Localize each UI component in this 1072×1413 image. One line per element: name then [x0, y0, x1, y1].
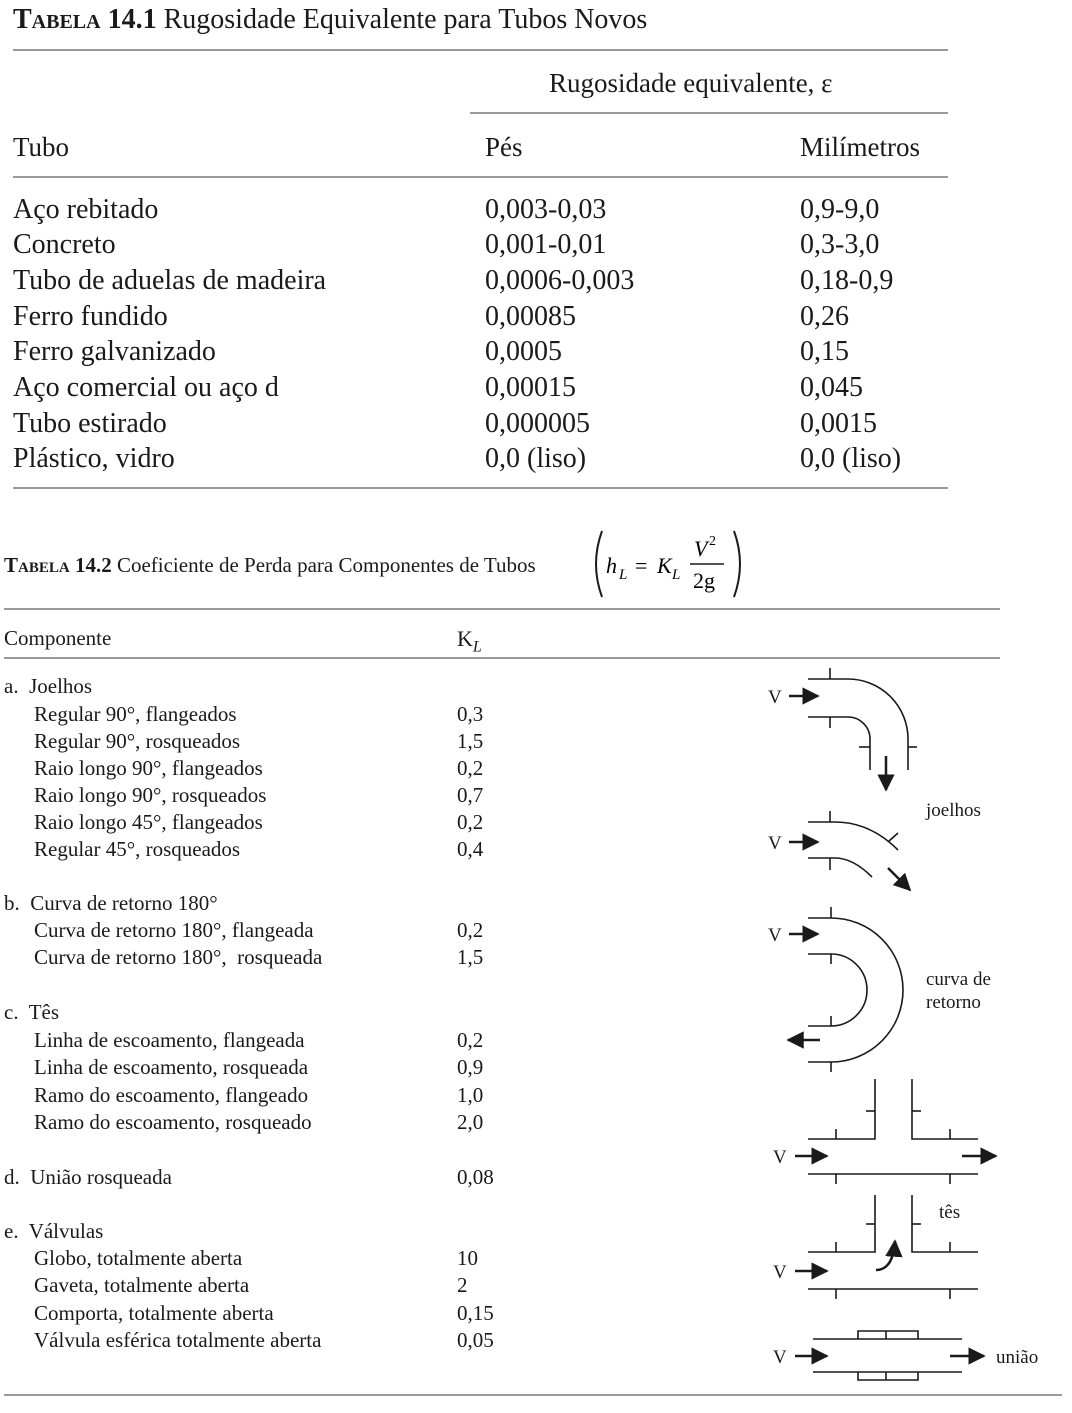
component-k: 1,0	[457, 1083, 484, 1107]
tees-label: tês	[939, 1202, 961, 1223]
component-k: 1,5	[457, 729, 484, 753]
table2-number: 14.2	[74, 553, 112, 577]
table2-col-header-k-letter: K	[457, 626, 473, 651]
table1-cell-feet: 0,003-0,03	[485, 194, 607, 225]
return-bend-drawing	[788, 907, 903, 1072]
formula-denominator: 2g	[693, 568, 715, 593]
component-k: 0,2	[457, 1028, 484, 1052]
component-name: Globo, totalmente aberta	[34, 1246, 243, 1270]
component-k: 2,0	[457, 1110, 484, 1134]
velocity-label: V	[768, 687, 782, 708]
velocity-label: V	[773, 1147, 787, 1168]
table1-cell-pipe: Concreto	[13, 229, 116, 260]
table1-cell-mm: 0,3-3,0	[800, 229, 880, 260]
table1-cell-mm: 0,045	[800, 372, 863, 403]
formula-equals: =	[635, 553, 648, 578]
component-name: Regular 90°, rosqueados	[34, 729, 241, 753]
table1-col-header-tubo: Tubo	[13, 132, 70, 162]
table1-col-header-mm: Milímetros	[800, 132, 920, 162]
tee-line-flow-drawing	[795, 1079, 996, 1184]
formula-k: K	[657, 553, 672, 578]
component-name: Raio longo 45°, flangeados	[34, 810, 263, 834]
component-k: 0,08	[457, 1165, 494, 1189]
table1-cell-mm: 0,0015	[800, 408, 877, 439]
velocity-label: V	[768, 925, 782, 946]
component-name: Raio longo 90°, flangeados	[34, 756, 263, 780]
table1-col-header-pes: Pés	[485, 132, 523, 162]
table1-cell-pipe: Aço rebitado	[13, 194, 159, 225]
component-name: Válvula esférica totalmente aberta	[34, 1328, 322, 1352]
return-bend-label: curva de	[926, 969, 991, 990]
component-name: Raio longo 90°, rosqueados	[34, 783, 267, 807]
formula-numerator: V	[694, 536, 708, 561]
formula-k-sub: L	[672, 567, 681, 583]
table1-cell-mm: 0,15	[800, 336, 849, 367]
table1-cell-feet: 0,0006-0,003	[485, 265, 635, 296]
elbow-45-drawing	[789, 811, 910, 890]
table1-cell-feet: 0,0005	[485, 336, 562, 367]
union-label: união	[996, 1347, 1039, 1368]
component-name: Regular 90°, flangeados	[34, 702, 237, 726]
table1-group-header: Rugosidade equivalente, ε	[549, 68, 833, 98]
table1-cell-pipe: Ferro fundido	[13, 301, 168, 332]
table1-cell-mm: 0,26	[800, 301, 849, 332]
table1-title: Rugosidade Equivalente para Tubos Novos	[163, 4, 648, 35]
table1-number: 14.1	[107, 4, 157, 35]
group-label-union: d. União rosqueada	[4, 1165, 172, 1189]
elbow-90-drawing	[789, 668, 917, 790]
table1-cell-mm: 0,9-9,0	[800, 194, 880, 225]
elbows-label: joelhos	[926, 800, 981, 821]
component-name: Gaveta, totalmente aberta	[34, 1273, 250, 1297]
table2-col-header-k-sub: L	[472, 638, 482, 656]
component-k: 0,7	[457, 783, 484, 807]
table1-cell-mm: 0,18-0,9	[800, 265, 894, 296]
table1-cell-feet: 0,00085	[485, 301, 576, 332]
table1-cell-pipe: Plástico, vidro	[13, 443, 175, 474]
velocity-label: V	[773, 1347, 787, 1368]
table1-label-prefix: Tabela	[13, 4, 101, 35]
table2-label-prefix: Tabela	[4, 553, 70, 577]
union-drawing	[795, 1331, 984, 1380]
component-k: 0,15	[457, 1301, 494, 1325]
component-k: 2	[457, 1273, 468, 1297]
component-k: 0,2	[457, 756, 484, 780]
component-name: Curva de retorno 180°, flangeada	[34, 918, 314, 942]
table1-cell-pipe: Aço comercial ou aço d	[13, 372, 279, 403]
table1-cell-pipe: Tubo estirado	[13, 408, 167, 439]
component-name: Ramo do escoamento, flangeado	[34, 1083, 309, 1107]
table1-cell-pipe: Ferro galvanizado	[13, 336, 216, 367]
component-k: 0,4	[457, 837, 484, 861]
formula-numerator-exp: 2	[709, 534, 716, 549]
component-name: Linha de escoamento, rosqueada	[34, 1055, 309, 1079]
component-k: 0,2	[457, 810, 484, 834]
group-label-return-bend: b. Curva de retorno 180°	[4, 891, 218, 915]
component-name: Linha de escoamento, flangeada	[34, 1028, 305, 1052]
table1-cell-feet: 0,001-0,01	[485, 229, 607, 260]
table2-col-header-component: Componente	[4, 626, 112, 650]
return-bend-label: retorno	[926, 992, 981, 1013]
velocity-label: V	[773, 1262, 787, 1283]
component-name: Ramo do escoamento, rosqueado	[34, 1110, 312, 1134]
velocity-label: V	[768, 833, 782, 854]
table1-cell-feet: 0,0 (liso)	[485, 443, 587, 474]
table1-cell-feet: 0,000005	[485, 408, 590, 439]
component-name: Regular 45°, rosqueados	[34, 837, 241, 861]
component-name: Curva de retorno 180°, rosqueada	[34, 945, 323, 969]
component-k: 0,2	[457, 918, 484, 942]
table1-cell-pipe: Tubo de aduelas de madeira	[13, 265, 327, 296]
component-k: 0,9	[457, 1055, 484, 1079]
table1-cell-feet: 0,00015	[485, 372, 576, 403]
component-k: 10	[457, 1246, 478, 1270]
table1-cell-mm: 0,0 (liso)	[800, 443, 902, 474]
component-k: 0,05	[457, 1328, 494, 1352]
component-k: 1,5	[457, 945, 484, 969]
group-label-elbows: a. Joelhos	[4, 674, 93, 698]
component-k: 0,3	[457, 702, 484, 726]
component-name: Comporta, totalmente aberta	[34, 1301, 274, 1325]
formula-lhs: h	[606, 553, 617, 578]
group-label-tees: c. Tês	[4, 1000, 60, 1024]
group-label-valves: e. Válvulas	[4, 1219, 104, 1243]
formula-lhs-sub: L	[619, 567, 628, 583]
table2-title: Coeficiente de Perda para Componentes de Tubos	[116, 553, 536, 577]
